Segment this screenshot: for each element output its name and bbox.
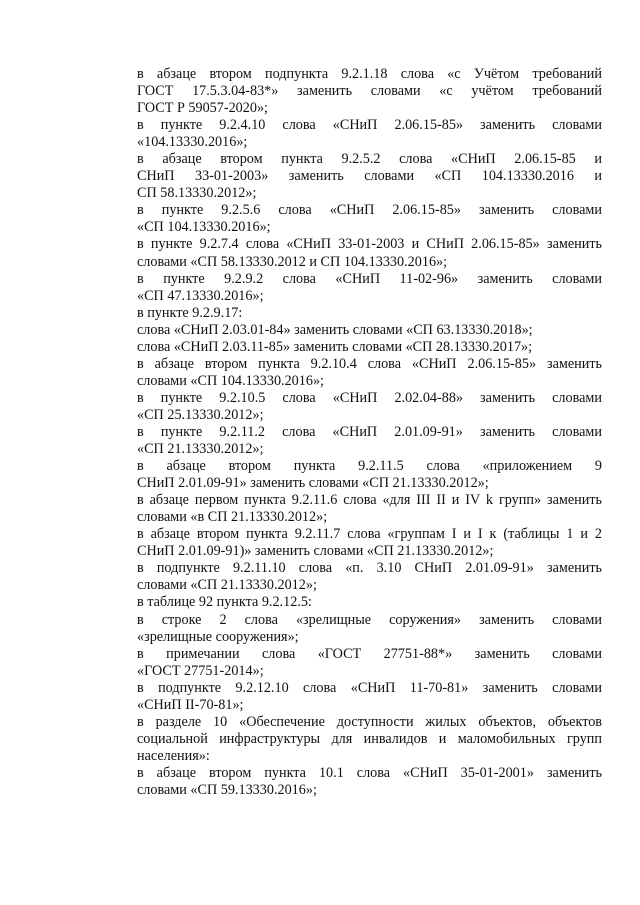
text-line: в таблице 92 пункта 9.2.12.5: — [137, 594, 312, 611]
text-line: ГОСТ Р 59057-2020»; — [137, 100, 268, 117]
amendment-paragraph — [91, 151, 602, 202]
text-line: в абзаце втором пункта 9.2.10.4 слова «СНиП 2.06.15-85» заменить — [137, 355, 602, 372]
text-line: в абзаце втором подпункта 9.2.1.18 слова «с Учётом требований — [137, 66, 602, 82]
amendment-paragraph — [91, 680, 602, 714]
amendment-paragraph — [91, 390, 602, 424]
text-line: в пункте 9.2.4.10 слова «СНиП 2.06.15-85» заменить словами — [137, 117, 602, 134]
amendment-paragraph — [91, 236, 602, 270]
text-line: в абзаце втором пункта 9.2.11.7 слова «группам I и I к (таблицы 1 и 2 — [137, 526, 602, 543]
amendment-paragraph — [91, 594, 602, 611]
amendment-paragraph — [91, 714, 602, 765]
amendment-paragraph — [91, 646, 602, 680]
amendment-paragraph — [91, 339, 602, 356]
text-line: словами «СП 59.13330.2016»; — [137, 781, 317, 798]
amendment-paragraph — [91, 356, 602, 390]
amendment-paragraph — [91, 492, 602, 526]
text-line: в абзаце втором пункта 9.2.5.2 слова «СНиП 2.06.15-85 и — [137, 151, 602, 168]
text-line: словами «в СП 21.13330.2012»; — [137, 509, 328, 526]
amendment-paragraph — [91, 271, 602, 305]
text-line: «104.13330.2016»; — [137, 134, 248, 151]
text-line: слова «СНиП 2.03.01-84» заменить словами «СП 63.13330.2018»; — [137, 321, 533, 338]
text-line: в подпункте 9.2.11.10 слова «п. 3.10 СНиП 2.01.09-91» заменить — [137, 560, 602, 577]
text-line: «зрелищные сооружения»; — [137, 628, 299, 645]
amendment-paragraph — [91, 424, 602, 458]
amendment-paragraph — [91, 305, 602, 322]
amendment-paragraph — [91, 322, 602, 339]
text-line: социальной инфраструктуры для инвалидов и маломобильных групп — [137, 730, 602, 747]
amendment-paragraph — [91, 612, 602, 646]
text-line: словами «СП 104.13330.2016»; — [137, 372, 325, 389]
text-line: словами «СП 21.13330.2012»; — [137, 577, 317, 594]
amendment-paragraph — [91, 526, 602, 560]
text-line: в пункте 9.2.7.4 слова «СНиП 33-01-2003 и СНиП 2.06.15-85» заменить — [137, 236, 602, 253]
text-line: СНиП 2.01.09-91)» заменить словами «СП 21.13330.2012»; — [137, 543, 494, 560]
text-line: «СП 104.13330.2016»; — [137, 219, 271, 236]
text-line: «СНиП II-70-81»; — [137, 696, 244, 713]
text-line: в абзаце втором пункта 10.1 слова «СНиП 35-01-2001» заменить — [137, 764, 602, 781]
text-line: «СП 47.13330.2016»; — [137, 287, 264, 304]
text-line: в пункте 9.2.9.17: — [137, 304, 243, 321]
text-line: в пункте 9.2.11.2 слова «СНиП 2.01.09-91» заменить словами — [137, 423, 602, 440]
text-line: в пункте 9.2.5.6 слова «СНиП 2.06.15-85» заменить словами — [137, 202, 602, 219]
text-line: в подпункте 9.2.12.10 слова «СНиП 11-70-81» заменить словами — [137, 679, 602, 696]
document-page — [91, 66, 602, 799]
amendment-paragraph — [91, 458, 602, 492]
text-line: в абзаце первом пункта 9.2.11.6 слова «для III II и IV k групп» заменить — [137, 492, 602, 509]
text-line: «СП 21.13330.2012»; — [137, 441, 264, 458]
text-line: СНиП 2.01.09-91» заменить словами «СП 21.13330.2012»; — [137, 475, 489, 492]
text-line: «ГОСТ 27751-2014»; — [137, 662, 264, 679]
amendment-paragraph — [91, 117, 602, 151]
text-line: СП 58.13330.2012»; — [137, 185, 257, 202]
text-line: населения»: — [137, 747, 210, 764]
text-line: «СП 25.13330.2012»; — [137, 406, 264, 423]
text-line: ГОСТ 17.5.3.04-83*» заменить словами «с учётом требований — [137, 83, 602, 100]
text-line: в примечании слова «ГОСТ 27751-88*» заменить словами — [137, 645, 602, 662]
amendment-paragraph — [91, 765, 602, 799]
text-line: в пункте 9.2.9.2 слова «СНиП 11-02-96» заменить словами — [137, 270, 602, 287]
text-line: в строке 2 слова «зрелищные соружения» заменить словами — [137, 611, 602, 628]
text-line: в пункте 9.2.10.5 слова «СНиП 2.02.04-88» заменить словами — [137, 389, 602, 406]
text-line: СНиП 33-01-2003» заменить словами «СП 104.13330.2016 и — [137, 168, 602, 185]
text-line: в разделе 10 «Обеспечение доступности жилых объектов, объектов — [137, 713, 602, 730]
amendment-paragraph — [91, 66, 602, 117]
amendment-paragraph — [91, 560, 602, 594]
text-line: в абзаце втором пункта 9.2.11.5 слова «приложением 9 — [137, 458, 602, 475]
amendment-paragraph — [91, 202, 602, 236]
text-line: слова «СНиП 2.03.11-85» заменить словами «СП 28.13330.2017»; — [137, 338, 533, 355]
text-line: словами «СП 58.13330.2012 и СП 104.13330.2016»; — [137, 253, 448, 270]
